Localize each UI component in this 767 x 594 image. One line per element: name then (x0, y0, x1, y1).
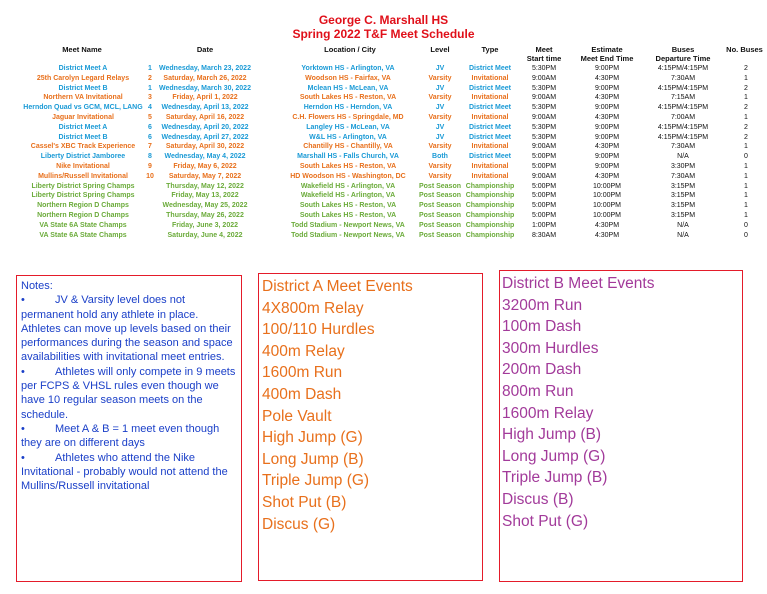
table-row (0, 142, 767, 152)
table-row (0, 123, 767, 133)
cell-type: Invitational (471, 74, 509, 82)
cell-end: 4:30PM (594, 74, 620, 82)
table-row (0, 182, 767, 192)
cell-level: JV (435, 84, 445, 92)
district-a-event: 4X800m Relay (262, 299, 364, 317)
cell-date: Thursday, May 12, 2022 (166, 182, 244, 190)
header-end-line1: Estimate (591, 45, 623, 54)
cell-bus: 4:15PM/4:15PM (657, 84, 709, 92)
cell-start: 5:00PM (531, 163, 557, 170)
cell-nb: 0 (744, 153, 748, 161)
table-row (0, 191, 767, 201)
district-b-event: Shot Put (G) (502, 512, 589, 530)
cell-date: Friday, May 6, 2022 (173, 163, 237, 170)
bullet-icon: • (21, 451, 25, 464)
cell-num: 6 (148, 123, 152, 131)
district-a-box (258, 273, 483, 581)
header-meet-name: Meet Name (62, 45, 102, 54)
cell-date: Wednesday, May 25, 2022 (162, 202, 248, 210)
cell-level: Post Season (418, 192, 461, 200)
district-b-event: 3200m Run (502, 296, 583, 314)
district-b-event: High Jump (B) (502, 426, 602, 444)
cell-meet: Liberty District Spring Champs (31, 182, 135, 190)
cell-end: 9:00PM (594, 123, 620, 131)
cell-meet: Liberty District Jamboree (40, 153, 126, 161)
cell-type: Invitational (471, 163, 509, 170)
notes-box (16, 275, 242, 582)
cell-bus: 7:30AM (670, 172, 696, 180)
cell-num: 1 (148, 84, 152, 92)
cell-date: Thursday, May 26, 2022 (166, 212, 244, 219)
cell-end: 9:00PM (594, 104, 620, 112)
cell-bus: 7:15AM (670, 94, 696, 102)
cell-num: 4 (148, 104, 152, 112)
cell-meet: District Meet A (58, 123, 108, 131)
cell-bus: 3:15PM (670, 192, 696, 200)
cell-level: Post Season (418, 221, 461, 229)
cell-end: 4:30PM (594, 172, 620, 180)
district-b-event: 300m Hurdles (502, 339, 599, 357)
cell-num: 8 (148, 153, 152, 161)
cell-nb: 2 (744, 84, 748, 92)
cell-level: Both (432, 153, 448, 161)
table-row (0, 162, 767, 172)
table-row (0, 201, 767, 211)
cell-meet: Cassel's XBC Track Experience (30, 143, 136, 151)
cell-end: 4:30PM (594, 231, 620, 239)
cell-loc: Todd Stadium - Newport News, VA (291, 221, 405, 229)
cell-start: 9:00AM (531, 172, 557, 180)
district-a-event: Shot Put (B) (262, 493, 347, 511)
cell-end: 4:30PM (594, 221, 620, 229)
header-start-line1: Meet (535, 45, 553, 54)
cell-level: JV (435, 104, 445, 112)
table-row (0, 221, 767, 231)
cell-meet: Northern Region D Champs (37, 202, 129, 210)
cell-level: Post Season (418, 231, 461, 239)
cell-bus: 3:15PM (670, 182, 696, 190)
cell-meet: Jaguar Invitational (52, 114, 114, 121)
cell-date: Saturday, June 4, 2022 (167, 231, 243, 239)
district-b-heading: District B Meet Events (502, 275, 655, 292)
cell-nb: 2 (744, 123, 748, 131)
cell-type: District Meet (468, 153, 511, 161)
header-buses-line2: Departure Time (655, 54, 711, 63)
cell-type: Championship (465, 192, 515, 200)
cell-loc: South Lakes HS - Reston, VA (299, 94, 397, 102)
cell-level: JV (435, 123, 445, 131)
district-b-event: 100m Dash (502, 318, 582, 336)
header-location: Location / City (324, 45, 376, 54)
cell-start: 5:00PM (531, 202, 557, 210)
cell-start: 1:00PM (531, 221, 557, 229)
cell-meet: District Meet B (58, 84, 108, 92)
cell-bus: 4:15PM/4:15PM (657, 133, 709, 141)
district-a-event: Pole Vault (262, 407, 332, 425)
cell-level: Varsity (428, 74, 452, 82)
cell-loc: W&L HS - Arlington, VA (309, 133, 387, 141)
district-a-event: Discus (G) (262, 515, 336, 533)
cell-nb: 1 (744, 163, 748, 170)
cell-loc: HD Woodson HS - Washington, DC (290, 172, 406, 180)
cell-loc: South Lakes HS - Reston, VA (299, 212, 397, 219)
district-a-event: Triple Jump (G) (262, 472, 370, 490)
notes-item: • Athletes who attend the Nike Invitational - probably would not attend the Mullins/Russell invitational (21, 451, 228, 493)
cell-type: District Meet (468, 104, 511, 112)
cell-num: 5 (148, 114, 152, 121)
cell-meet: Nike Invitational (56, 163, 110, 170)
cell-start: 9:00AM (531, 143, 557, 151)
cell-level: JV (435, 133, 445, 141)
cell-bus: 7:30AM (670, 143, 696, 151)
table-row (0, 133, 767, 143)
district-b-event: 1600m Relay (502, 404, 594, 422)
cell-nb: 1 (744, 74, 748, 82)
cell-date: Saturday, March 26, 2022 (163, 74, 247, 82)
cell-type: Championship (465, 182, 515, 190)
cell-level: Post Season (418, 202, 461, 210)
cell-bus: N/A (677, 231, 689, 239)
cell-loc: Mclean HS - McLean, VA (307, 84, 389, 92)
notes-heading: Notes: (21, 280, 53, 292)
cell-nb: 1 (744, 143, 748, 151)
header-type: Type (481, 45, 499, 54)
cell-level: Varsity (428, 94, 452, 102)
cell-date: Wednesday, April 27, 2022 (161, 133, 249, 141)
cell-type: Championship (465, 202, 515, 210)
header-buses-line1: Buses (671, 45, 695, 54)
cell-bus: N/A (677, 153, 689, 161)
district-b-event: Discus (B) (502, 490, 574, 508)
cell-date: Friday, April 1, 2022 (172, 94, 238, 102)
district-a-event: 100/110 Hurdles (262, 321, 375, 339)
district-b-box (499, 270, 743, 582)
cell-type: District Meet (468, 65, 511, 72)
header-end (578, 45, 636, 63)
bullet-icon: • (21, 294, 25, 307)
cell-bus: 7:00AM (670, 114, 696, 121)
cell-start: 9:00AM (531, 94, 557, 102)
cell-nb: 1 (744, 202, 748, 210)
cell-start: 5:00PM (531, 153, 557, 161)
cell-start: 9:00AM (531, 74, 557, 82)
cell-nb: 1 (744, 182, 748, 190)
cell-bus: 4:15PM/4:15PM (657, 104, 709, 112)
cell-nb: 2 (744, 133, 748, 141)
header-end-line2: Meet End Time (580, 54, 634, 63)
header-level: Level (430, 45, 450, 54)
cell-date: Saturday, May 7, 2022 (168, 172, 242, 180)
cell-level: Varsity (428, 172, 452, 180)
cell-date: Saturday, April 16, 2022 (165, 114, 245, 121)
district-b-event: 200m Dash (502, 361, 582, 379)
cell-num: 9 (148, 163, 152, 170)
cell-start: 5:30PM (531, 84, 557, 92)
cell-bus: 4:15PM/4:15PM (657, 65, 709, 72)
table-row (0, 113, 767, 123)
cell-type: District Meet (468, 133, 511, 141)
cell-loc: South Lakes HS - Reston, VA (299, 163, 397, 170)
cell-loc: Todd Stadium - Newport News, VA (291, 231, 405, 239)
cell-nb: 1 (744, 212, 748, 219)
header-buses (645, 45, 721, 63)
header-date: Date (196, 45, 214, 54)
district-b-event: 800m Run (502, 382, 574, 400)
cell-end: 9:00PM (594, 84, 620, 92)
cell-nb: 2 (744, 104, 748, 112)
bullet-icon: • (21, 422, 25, 435)
cell-nb: 1 (744, 192, 748, 200)
notes-item: • Athletes will only compete in 9 meets per FCPS & VHSL rules even though we have 10 regular season meets on the schedule. (21, 365, 236, 421)
cell-date: Wednesday, May 4, 2022 (164, 153, 246, 161)
table-row (0, 152, 767, 162)
district-a-event: 400m Dash (262, 385, 342, 403)
cell-date: Saturday, April 30, 2022 (165, 143, 245, 151)
cell-start: 9:00AM (531, 114, 557, 121)
cell-meet: 25th Carolyn Legard Relays (36, 74, 130, 82)
cell-type: Invitational (471, 143, 509, 151)
cell-loc: South Lakes HS - Reston, VA (299, 202, 397, 210)
cell-type: Invitational (471, 114, 509, 121)
cell-bus: 3:15PM (670, 212, 696, 219)
header-num-buses: No. Buses (726, 45, 763, 54)
table-row (0, 211, 767, 221)
district-a-event: High Jump (G) (262, 429, 363, 447)
cell-end: 10:00PM (592, 202, 622, 210)
cell-bus: 4:15PM/4:15PM (657, 123, 709, 131)
cell-type: Invitational (471, 94, 509, 102)
cell-meet: District Meet A (58, 65, 108, 72)
cell-type: Championship (465, 221, 515, 229)
cell-meet: Herndon Quad vs GCM, MCL, LANG (23, 104, 143, 112)
cell-num: 3 (148, 94, 152, 102)
cell-end: 10:00PM (592, 212, 622, 219)
cell-start: 5:00PM (531, 182, 557, 190)
district-a-event: 400m Relay (262, 342, 345, 360)
cell-loc: Wakefield HS - Arlington, VA (300, 192, 396, 200)
header-start-line2: Start time (526, 54, 562, 63)
table-row (0, 172, 767, 182)
cell-start: 5:30PM (531, 123, 557, 131)
schedule-title: George C. Marshall HS (318, 13, 449, 27)
cell-meet: Mullins/Russell Invitational (38, 172, 128, 180)
cell-loc: Langley HS - McLean, VA (306, 123, 390, 131)
cell-level: Post Season (418, 182, 461, 190)
cell-type: Championship (465, 212, 515, 219)
cell-meet: Northern VA Invitational (43, 94, 123, 102)
cell-type: Championship (465, 231, 515, 239)
cell-num: 10 (146, 172, 154, 180)
cell-loc: Chantilly HS - Chantilly, VA (303, 143, 393, 151)
cell-date: Friday, June 3, 2022 (171, 221, 238, 229)
cell-meet: District Meet B (58, 133, 108, 141)
table-row (0, 64, 767, 74)
cell-date: Friday, May 13, 2022 (171, 192, 239, 200)
cell-date: Wednesday, March 23, 2022 (159, 65, 251, 72)
cell-end: 9:00PM (594, 65, 620, 72)
cell-meet: Liberty District Spring Champs (31, 192, 135, 200)
cell-meet: Northern Region D Champs (37, 212, 129, 219)
cell-num: 6 (148, 133, 152, 141)
cell-meet: VA State 6A State Champs (39, 221, 127, 229)
cell-num: 7 (148, 143, 152, 151)
cell-level: Varsity (428, 163, 452, 170)
table-row (0, 231, 767, 241)
cell-start: 5:00PM (531, 212, 557, 219)
header-start (520, 45, 568, 63)
table-row (0, 103, 767, 113)
cell-nb: 1 (744, 94, 748, 102)
cell-date: Wednesday, April 20, 2022 (161, 123, 249, 131)
cell-end: 10:00PM (592, 192, 622, 200)
cell-level: Post Season (418, 212, 461, 219)
cell-bus: 7:30AM (670, 74, 696, 82)
cell-type: District Meet (468, 84, 511, 92)
cell-bus: 3:15PM (670, 202, 696, 210)
district-a-event: 1600m Run (262, 364, 343, 382)
cell-end: 4:30PM (594, 94, 620, 102)
cell-end: 4:30PM (594, 114, 620, 121)
cell-loc: Wakefield HS - Arlington, VA (300, 182, 396, 190)
cell-start: 5:30PM (531, 133, 557, 141)
cell-start: 5:30PM (531, 65, 557, 72)
cell-end: 9:00PM (594, 133, 620, 141)
cell-end: 9:00PM (594, 163, 620, 170)
cell-level: JV (435, 65, 445, 72)
cell-date: Wednesday, March 30, 2022 (159, 84, 251, 92)
cell-end: 9:00PM (594, 153, 620, 161)
cell-type: Invitational (471, 172, 509, 180)
cell-start: 8:30AM (531, 231, 557, 239)
bullet-icon: • (21, 365, 25, 378)
cell-nb: 1 (744, 172, 748, 180)
cell-num: 1 (148, 65, 152, 72)
district-b-event: Triple Jump (B) (502, 469, 608, 487)
cell-date: Wednesday, April 13, 2022 (161, 104, 249, 112)
table-row (0, 74, 767, 84)
cell-level: Varsity (428, 114, 452, 121)
cell-loc: Marshall HS - Falls Church, VA (297, 153, 399, 161)
cell-loc: Woodson HS - Fairfax, VA (305, 74, 391, 82)
cell-loc: Herndon HS - Herndon, VA (303, 104, 393, 112)
cell-bus: N/A (677, 221, 689, 229)
cell-bus: 3:30PM (670, 163, 696, 170)
cell-loc: Yorktown HS - Arlington, VA (301, 65, 395, 72)
cell-nb: 1 (744, 114, 748, 121)
cell-end: 10:00PM (592, 182, 622, 190)
district-a-heading: District A Meet Events (262, 278, 413, 295)
notes-item: • JV & Varsity level does not permanent hold any athlete in place. Athletes can move up levels based on their performances during the season and space availabilities with invitational meet entries. (21, 294, 233, 364)
cell-nb: 0 (744, 221, 748, 229)
table-row (0, 93, 767, 103)
district-a-event: Long Jump (B) (262, 450, 364, 468)
cell-end: 4:30PM (594, 143, 620, 151)
cell-nb: 0 (744, 231, 748, 239)
cell-start: 5:30PM (531, 104, 557, 112)
notes-item: • Meet A & B = 1 meet even though they are on different days (21, 422, 220, 450)
cell-nb: 2 (744, 65, 748, 72)
cell-level: Varsity (428, 143, 452, 151)
district-b-event: Long Jump (G) (502, 447, 606, 465)
cell-type: District Meet (468, 123, 511, 131)
cell-num: 2 (148, 74, 152, 82)
schedule-subtitle: Spring 2022 T&F Meet Schedule (292, 27, 475, 41)
cell-loc: C.H. Flowers HS - Springdale, MD (292, 114, 404, 121)
table-row (0, 84, 767, 94)
cell-start: 5:00PM (531, 192, 557, 200)
cell-meet: VA State 6A State Champs (39, 231, 127, 239)
